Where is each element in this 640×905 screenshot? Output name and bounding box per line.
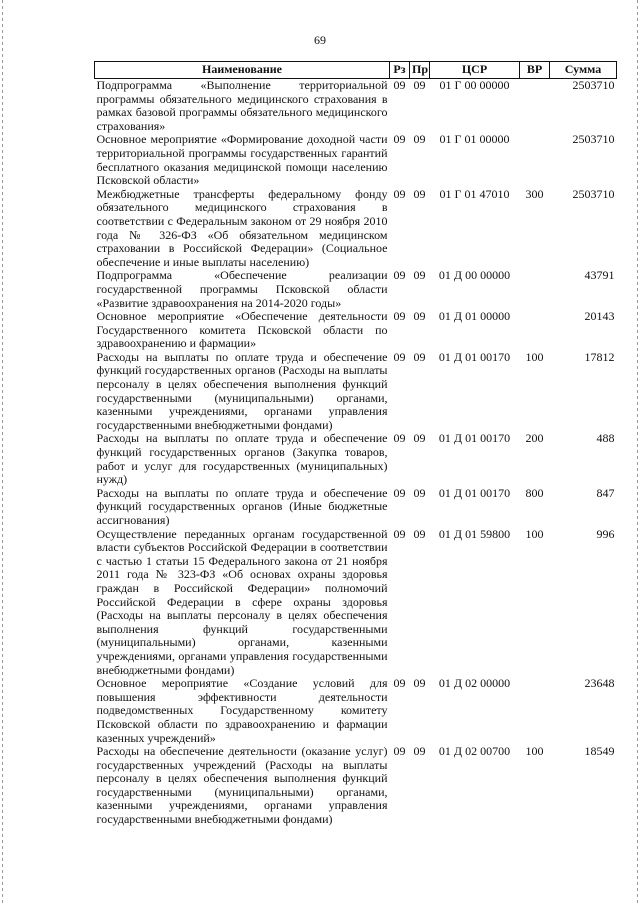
cell-name: Расходы на обеспечение деятельности (оказание услуг) государственных учреждений (Расходы на выплаты персоналу в целях обеспечения выполнения функций государственными (муниципальными) органами, казенными учреждениями, органами управления государственными внебюджетными фондами) — [96, 744, 388, 827]
header-vr: ВР — [520, 62, 550, 79]
cell-csr: 01 Г 01 47010 — [439, 186, 510, 201]
scan-edge-right — [637, 0, 638, 905]
cell-pr: 09 — [413, 431, 426, 446]
table-row — [95, 269, 617, 310]
cell-vr — [520, 310, 550, 351]
cell-rz: 09 — [393, 268, 406, 283]
cell-vr — [520, 79, 550, 134]
cell-name: Расходы на выплаты по оплате труда и обеспечение функций государственных органов (Иные бюджетные ассигнования) — [96, 485, 388, 527]
cell-vr: 100 — [525, 744, 544, 759]
cell-pr: 09 — [413, 526, 426, 541]
table-row — [95, 432, 617, 486]
cell-rz: 09 — [393, 526, 406, 541]
cell-name: Подпрограмма «Обеспечение реализации государственной программы Псковской области «Развитие здравоохранения на 2014-2020 годы» — [96, 268, 388, 310]
cell-sum: 18549 — [584, 744, 615, 759]
cell-vr — [520, 133, 550, 187]
cell-csr: 01 Д 01 00170 — [438, 349, 511, 364]
cell-sum: 23648 — [584, 676, 615, 691]
cell-name: Подпрограмма «Выполнение территориальной программы обязательного медицинского страхования в рамках базовой программы обязательного медицинского страхования» — [96, 78, 388, 133]
table-row — [95, 677, 617, 745]
cell-rz: 09 — [393, 744, 406, 759]
cell-rz: 09 — [393, 676, 406, 691]
cell-csr: 01 Г 00 00000 — [439, 78, 510, 92]
cell-vr — [520, 269, 550, 310]
cell-vr: 800 — [525, 485, 544, 500]
cell-sum: 488 — [596, 431, 615, 446]
cell-pr: 09 — [413, 485, 426, 500]
header-pr: Пр — [410, 62, 430, 79]
cell-pr: 09 — [413, 186, 426, 201]
cell-rz: 09 — [393, 309, 406, 324]
cell-vr — [520, 677, 550, 745]
cell-csr: 01 Д 02 00700 — [438, 744, 511, 759]
header-csr: ЦСР — [430, 62, 520, 79]
cell-sum: 43791 — [584, 268, 615, 283]
cell-pr: 09 — [413, 268, 426, 283]
cell-vr: 100 — [525, 349, 544, 364]
cell-rz: 09 — [393, 431, 406, 446]
table-row — [95, 528, 617, 678]
cell-rz: 09 — [393, 485, 406, 500]
cell-sum: 20143 — [584, 309, 615, 324]
table-row — [95, 79, 617, 134]
cell-csr: 01 Д 00 00000 — [438, 268, 511, 283]
cell-pr: 09 — [413, 132, 426, 147]
table-row — [95, 487, 617, 528]
cell-pr: 09 — [413, 349, 426, 364]
cell-rz: 09 — [393, 78, 406, 92]
cell-name: Основное мероприятие «Создание условий для повышения эффективности деятельности подведомственных Государственному комитету Псковской области по здравоохранению и фармации казенных учреждений» — [96, 676, 388, 745]
cell-rz: 09 — [393, 186, 406, 201]
cell-csr: 01 Д 01 00000 — [438, 309, 511, 324]
cell-pr: 09 — [413, 309, 426, 324]
cell-sum: 2503710 — [572, 78, 615, 92]
page-number: 69 — [314, 33, 326, 47]
cell-pr: 09 — [413, 78, 426, 92]
cell-csr: 01 Д 02 00000 — [438, 676, 511, 691]
table-row — [95, 745, 617, 827]
cell-pr: 09 — [413, 744, 426, 759]
table-row — [95, 188, 617, 270]
cell-name: Осуществление переданных органам государственной власти субъектов Российской Федерации в соответствии с частью 1 статьи 15 Федерального закона от 21 ноября 2011 года № 323-ФЗ «Об основах охраны здоровья граждан в Российской Федерации» полномочий Российской Федерации в сфере охраны здоровья (Расходы на выплаты персоналу в целях обеспечения выполнения функций государственными (муниципальными) органами, казенными учреждениями, органами управления государственными внебюджетными фондами) — [96, 526, 388, 677]
cell-csr: 01 Д 01 00170 — [438, 431, 511, 446]
cell-sum: 2503710 — [572, 132, 615, 147]
cell-sum: 996 — [596, 526, 615, 541]
cell-name: Основное мероприятие «Обеспечение деятельности Государственного комитета Псковской области по здравоохранению и фармации» — [96, 309, 388, 351]
cell-name: Межбюджетные трансферты федеральному фонду обязательного медицинского страхования в соответствии с Федеральным законом от 29 ноября 2010 года № 326-ФЗ «Об обязательном медицинском страховании в Российской Федерации» (Социальное обеспечение и иные выплаты населению) — [96, 186, 388, 269]
cell-vr: 100 — [525, 526, 544, 541]
header-row — [95, 62, 617, 79]
cell-sum: 2503710 — [572, 186, 615, 201]
cell-pr: 09 — [413, 676, 426, 691]
scan-edge-left — [2, 0, 3, 905]
cell-csr: 01 Д 01 00170 — [438, 485, 511, 500]
table-body — [95, 79, 617, 827]
header-name: Наименование — [95, 62, 390, 79]
table-row — [95, 310, 617, 351]
cell-rz: 09 — [393, 132, 406, 147]
cell-name: Расходы на выплаты по оплате труда и обеспечение функций государственных органов (Расходы на выплаты персоналу в целях обеспечения выполнения функций государственными (муниципальными) органами, казенными учреждениями, органами управления государственными внебюджетными фондами) — [96, 349, 388, 432]
table-row — [95, 133, 617, 187]
header-rz: Рз — [390, 62, 410, 79]
cell-name: Основное мероприятие «Формирование доходной части территориальной программы государственных гарантий бесплатного оказания медицинской помощи населению Псковской области» — [96, 132, 388, 188]
cell-csr: 01 Д 01 59800 — [438, 526, 511, 541]
cell-vr: 200 — [525, 431, 544, 446]
cell-vr: 300 — [525, 186, 544, 201]
budget-table — [94, 61, 617, 827]
cell-name: Расходы на выплаты по оплате труда и обеспечение функций государственных органов (Закупка товаров, работ и услуг для государственных (муниципальных) нужд) — [96, 431, 388, 487]
table-header — [95, 62, 617, 79]
cell-csr: 01 Г 01 00000 — [439, 132, 510, 147]
table-row — [95, 351, 617, 433]
cell-sum: 17812 — [584, 349, 615, 364]
header-sum: Сумма — [550, 62, 617, 79]
cell-sum: 847 — [596, 485, 615, 500]
cell-rz: 09 — [393, 349, 406, 364]
